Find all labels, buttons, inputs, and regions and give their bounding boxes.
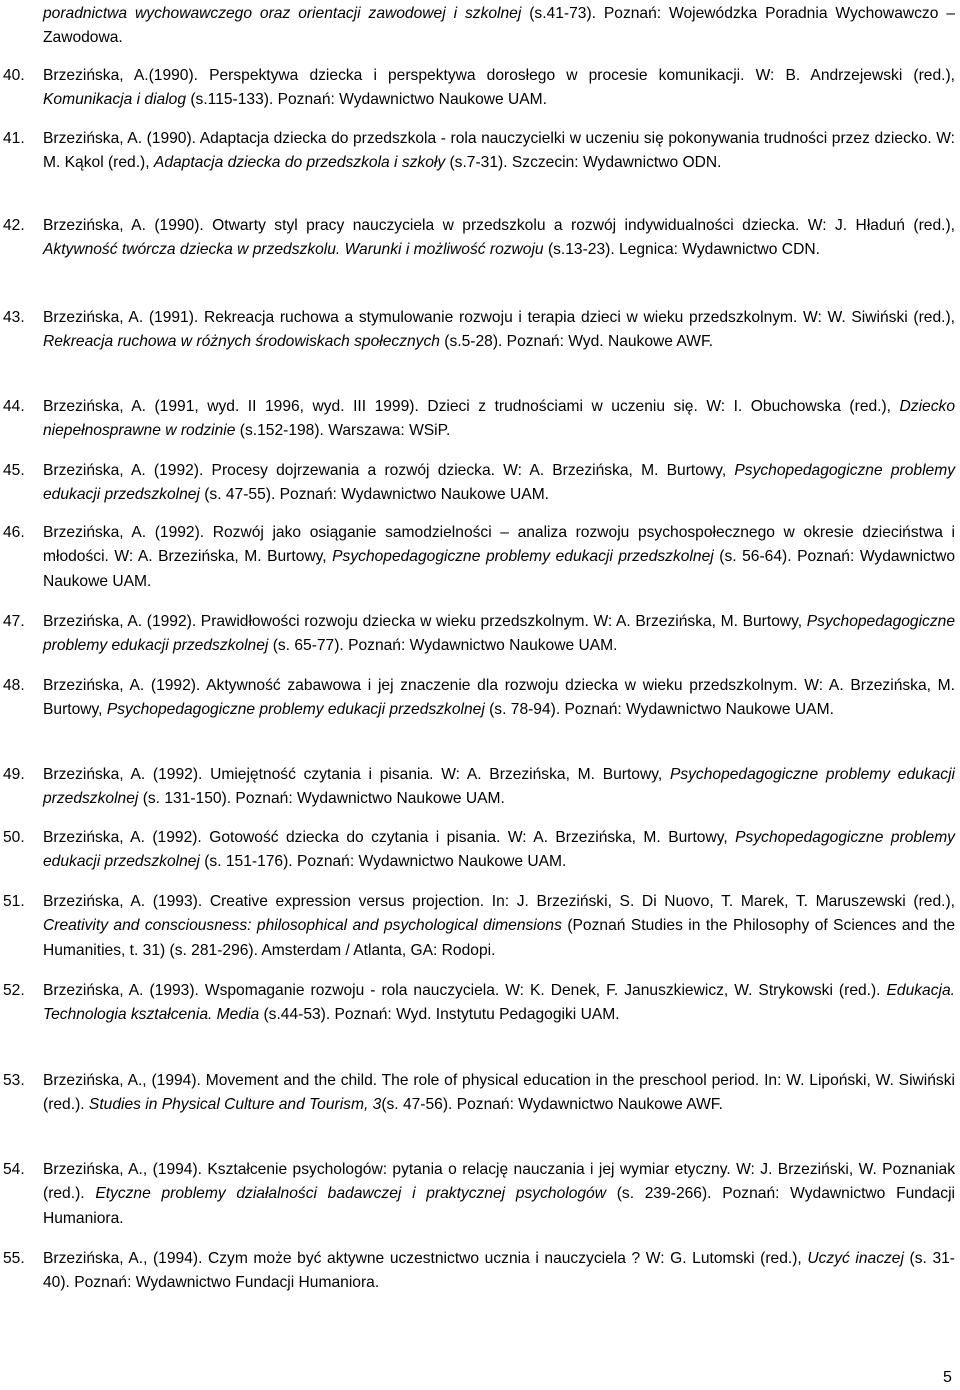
entry-text-italic: Uczyć inaczej [807,1250,904,1267]
entry-text-plain: (s. 47-56). Poznań: Wydawnictwo Naukowe AWF. [381,1096,723,1114]
entry-text-plain: (s.13-23). Legnica: Wydawnictwo CDN. [543,241,820,259]
entry-text-italic: Adaptacja dziecka do przedszkola i szkoły [153,154,446,172]
entry-text-plain: Brzezińska, A. (1992). Rozwój jako osiąganie samodzielności – analiza rozwoju psychospołecznego w okresie dzieciństwa i młodości. W: A. Brzezińska, M. Burtowy, [43,524,955,566]
entry-text-italic: Rekreacja ruchowa w różnych środowiskach społecznych [43,333,440,351]
entry-number: 40. [3,67,25,84]
entry-text-plain: (s.7-31). Szczecin: Wydawnictwo ODN. [445,154,722,172]
entry-text-plain: (s.115-133). Poznań: Wydawnictwo Naukowe UAM. [186,91,548,109]
entry-text-italic: Komunikacja i dialog [43,91,187,109]
entry-text-plain: Brzezińska, A., (1994). Kształcenie psychologów: pytania o relację nauczania i jej wymiar etyczny. W: J. Brzeziński, W. Poznaniak (red.). [43,1161,955,1203]
intro-continuation [43,2,955,51]
entry-number: 49. [3,766,25,783]
entry-text-italic: Aktywność twórcza dziecka w przedszkolu. Warunki i możliwość rozwoju [43,241,544,259]
entry-text-plain: (s. 239-266). Poznań: Wydawnictwo Fundacji Humaniora. [43,1185,956,1227]
entry-text-italic: Psychopedagogiczne problemy edukacji przedszkolnej [332,548,714,566]
entry-number: 53. [3,1072,25,1089]
entry-text [43,763,955,812]
entry-number: 44. [3,398,25,415]
entry-text-plain: Brzezińska, A. (1990). Adaptacja dziecka do przedszkola - rola nauczycielki w uczeniu się pokonywania trudności przez dziecko. W: M. Kąkol (red.), [43,130,955,172]
entry-text-plain: (s. 151-176). Poznań: Wydawnictwo Naukowe UAM. [199,853,567,871]
entry-number: 41. [3,130,25,147]
entry-text [43,127,955,176]
entry-text [43,1247,955,1296]
intro-tail: (s.41-73). Poznań: Wojewódzka Poradnia Wychowawczo – Zawodowa. [43,5,955,47]
entry-text [43,395,955,444]
entry-text-plain: Brzezińska, A. (1992). Prawidłowości rozwoju dziecka w wieku przedszkolnym. W: A. Brzezińska, M. Burtowy, [43,613,807,630]
entry-number: 48. [3,677,25,694]
entry-text-plain: Brzezińska, A. (1990). Otwarty styl pracy nauczyciela w przedszkolu a rozwój indywidualności dziecka. W: J. Hładuń (red.), [43,217,955,234]
entry-text-italic: Creativity and consciousness: philosophical and psychological dimensions [43,917,562,935]
entry-text-plain: Brzezińska, A., (1994). Czym może być aktywne uczestnictwo ucznia i nauczyciela ? W: G. Lutomski (red.), [43,1250,808,1267]
entry-number: 46. [3,524,25,541]
entry-text-plain: (s. 47-55). Poznań: Wydawnictwo Naukowe UAM. [199,486,550,504]
entry-text-italic: Edukacja. Technologia kształcenia. Media [43,982,955,1024]
entry-text-plain: (s.5-28). Poznań: Wyd. Naukowe AWF. [439,333,714,351]
entry-number: 47. [3,613,25,630]
entry-text-plain: (s. 31-40). Poznań: Wydawnictwo Fundacji Humaniora. [43,1250,956,1292]
entry-text-plain: Brzezińska, A. (1992). Procesy dojrzewania a rozwój dziecka. W: A. Brzezińska, M. Burtowy, [43,462,735,479]
entry-text [43,674,955,723]
entry-text [43,1158,955,1231]
entry-text-plain: (s.152-198). Warszawa: WSiP. [235,422,451,440]
entry-text-italic: Psychopedagogiczne problemy edukacji przedszkolnej [106,701,485,719]
entry-text-italic: Etyczne problemy działalności badawczej i praktycznej psychologów [95,1185,606,1203]
entry-text-plain: Brzezińska, A. (1993). Creative expression versus projection. In: J. Brzeziński, S. Di Nuovo, T. Marek, T. Maruszewski (red.), [43,893,955,910]
entry-text-italic: Dziecko niepełnosprawne w rodzinie [43,398,955,440]
page-number: 5 [943,1369,952,1386]
entry-number: 45. [3,462,25,479]
entry-text-italic: Studies in Physical Culture and Tourism, 3 [88,1096,382,1114]
entry-text-italic: Psychopedagogiczne problemy edukacji przedszkolnej [43,766,955,808]
entry-text-plain: (s. 78-94). Poznań: Wydawnictwo Naukowe UAM. [484,701,834,719]
entry-number: 50. [3,829,25,846]
entry-number: 55. [3,1250,25,1267]
entry-text [43,521,955,594]
entry-text-plain: (s. 56-64). Poznań: Wydawnictwo Naukowe UAM. [43,548,956,590]
entry-text-plain: Brzezińska, A. (1992). Aktywność zabawowa i jej znaczenie dla rozwoju dziecka w wieku przedszkolnym. W: A. Brzezińska, M. Burtowy, [43,677,955,719]
entry-text-plain: Brzezińska, A. (1991). Rekreacja ruchowa a stymulowanie rozwoju i terapia dzieci w wieku przedszkolnym. W: W. Siwiński (red.), [43,309,955,326]
entry-number: 51. [3,893,25,910]
entry-number: 43. [3,309,25,326]
entry-text-italic: Psychopedagogiczne problemy edukacji przedszkolnej [43,613,955,655]
entry-text [43,979,955,1028]
entry-text [43,64,955,113]
entry-text [43,826,955,875]
entry-text-plain: Brzezińska, A., (1994). Movement and the child. The role of physical education in the preschool period. In: W. Lipoński, W. Siwiński (red.). [43,1072,955,1114]
entry-text-plain: (s. 131-150). Poznań: Wydawnictwo Naukowe UAM. [138,790,505,808]
entry-text [43,306,955,355]
entry-text-plain: Brzezińska, A.(1990). Perspektywa dziecka i perspektywa dorosłego w procesie komunikacji. W: B. Andrzejewski (red.), [43,67,955,84]
entry-text-plain: Brzezińska, A. (1991, wyd. II 1996, wyd. III 1999). Dzieci z trudnościami w uczeniu się. W: I. Obuchowska (red.), [43,398,900,415]
entry-number: 42. [3,217,25,234]
entry-number: 54. [3,1161,25,1178]
entry-text [43,890,955,963]
entry-text-plain: (Poznań Studies in the Philosophy of Sciences and the Humanities, t. 31) (s. 281-296). Amsterdam / Atlanta, GA: Rodopi. [43,917,955,959]
entry-text-plain: Brzezińska, A. (1992). Umiejętność czytania i pisania. W: A. Brzezińska, M. Burtowy, [43,766,670,783]
intro-italic: poradnictwa wychowawczego oraz orientacji zawodowej i szkolnej [43,5,522,22]
entry-text-plain: Brzezińska, A. (1992). Gotowość dziecka do czytania i pisania. W: A. Brzezińska, M. Burtowy, [43,829,736,846]
entry-text-italic: Psychopedagogiczne problemy edukacji przedszkolnej [43,462,955,504]
entry-number: 52. [3,982,25,999]
entry-text-plain: (s. 65-77). Poznań: Wydawnictwo Naukowe UAM. [268,637,618,655]
entry-text [43,214,955,263]
entry-text-italic: Psychopedagogiczne problemy edukacji przedszkolnej [43,829,955,871]
entry-text-plain: Brzezińska, A. (1993). Wspomaganie rozwoju - rola nauczyciela. W: K. Denek, F. Januszkiewicz, W. Strykowski (red.). [43,982,887,999]
entry-text-plain: (s.44-53). Poznań: Wyd. Instytutu Pedagogiki UAM. [259,1006,620,1024]
entry-text [43,459,955,508]
entry-text [43,610,955,659]
entry-text [43,1069,955,1118]
